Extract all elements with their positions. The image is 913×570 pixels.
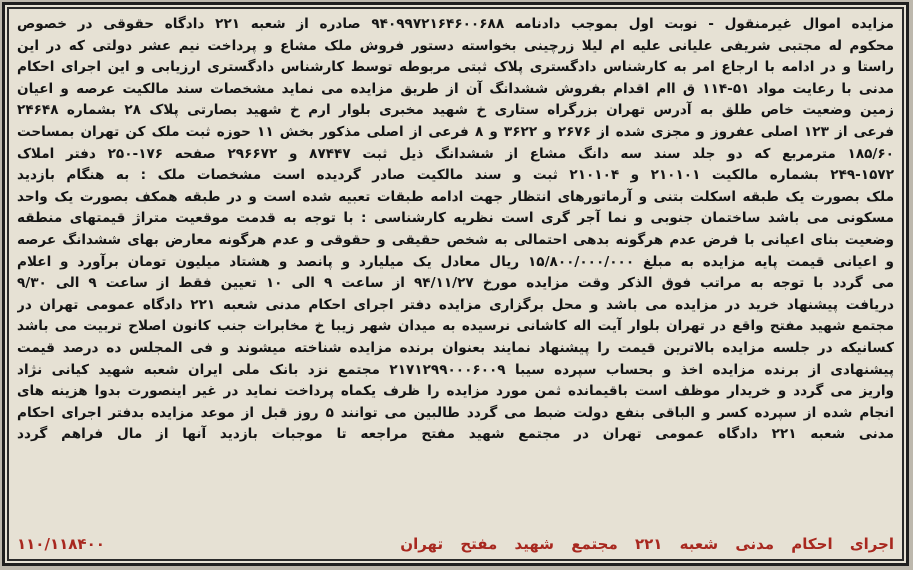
notice-line: و اعیانی قیمت پایه مزایده به مبلغ ۱۵/۸۰۰/۰۰۰/۰۰۰ ریال معادل یک میلیارد و پانصد و هشتاد میلیون تومان برآورد و اعلام	[17, 253, 894, 270]
notice-line: وضعیت بنای اعیانی با فرض عدم هرگونه بدهی احتمالی به شخص حقیقی و حقوقی و عدم هرگونه معارض بهای ششدانگ عرصه	[17, 231, 894, 248]
notice-footer	[17, 533, 894, 555]
notice-line: پیشنهادی از برنده مزایده اخذ و بحساب سپرده سیبا ۲۱۷۱۲۹۹۰۰۰۶۰۰۹ مجتمع نزد بانک ملی ایران شعبه شهید کیانی نژاد	[17, 361, 894, 378]
notice-line: مسکونی می باشد ساختمان جنوبی و نما آجر گری است نظریه کارشناسی : با توجه به قدمت موقعیت متراژ قیمتهای منطقه	[17, 210, 894, 227]
notice-line: مدنی شعبه ۲۲۱ دادگاه عمومی تهران در مجتمع شهید مفتح مراجعه تا موجبات بازدید آنها از مال فراهم گردد	[17, 426, 894, 443]
notice-line: انجام شده از سپرده کسر و الباقی بنفع دولت ضبط می گردد طالبین می توانند ۵ روز قبل از موعد مزایده بدفتر اجرای احکام	[17, 404, 894, 421]
notice-line: ۲۴۹-۱۵۷۲ بشماره مالکیت ۲۱۰۱۰۱ و ۲۱۰۱۰۴ ثبت و سند مالکیت صادر گردیده است مشخصات ملک : به هنگام بازدید	[17, 167, 894, 184]
notice-line: مزایده اموال غیرمنقول - نوبت اول بموجب دادنامه ۹۴۰۹۹۷۲۱۶۴۶۰۰۶۸۸ صادره از شعبه ۲۲۱ دادگاه حقوقی در خصوص	[17, 16, 894, 32]
notice-line: راستا و در ادامه با ارجاع امر به کارشناس دادگستری پلاک ثبتی مربوطه توسط کارشناس دادگستری ارزیابی و این اجرای احکام	[17, 59, 894, 76]
notice-line: محکوم له مجتبی شریفی علیانی علیه ام لیلا زرچینی بخواسته دستور فروش ملک مشاع و پرداخت نیم عشر دولتی که در این	[17, 37, 894, 54]
notice-line: واریز می گردد و خریدار موظف است باقیمانده ثمن مورد مزایده را ظرف یکماه پرداخت نماید در غیر اینصورت بدوا هزینه های	[17, 383, 894, 400]
notice-line: زمین وضعیت خاص طلق به آدرس تهران بزرگراه ستاری خ شهید مخبری بلوار ارم خ شهید بصارتی پلاک ۲۸ بشماره ۲۴۶۴۸	[17, 102, 894, 119]
issuer-signature: اجرای احکام مدنی شعبه ۲۲۱ مجتمع شهید مفتح تهران	[400, 535, 894, 553]
notice-line: ۱۸۵/۶۰ مترمربع که دو جلد سند سه دانگ مشاع از ششدانگ ذیل ثبت ۸۷۴۴۷ و ۲۹۶۶۷۲ صفحه ۱۷۶-۲۵۰ دفتر املاک	[17, 145, 894, 162]
notice-line: کسانیکه در جلسه مزایده بالاترین قیمت را پیشنهاد نمایند بعنوان برنده مزایده شناخته میشوند و فی المجلس ده درصد قیمت	[17, 339, 894, 356]
notice-body	[17, 14, 894, 446]
notice-line: ملک بصورت یک طبقه اسکلت بتنی و آرماتورهای انتظار جهت ادامه طبقات تعبیه شده است و در طبقه همکف بصورت یک واحد	[17, 188, 894, 205]
notice-panel	[2, 2, 909, 566]
notice-line: مدنی با رعایت مواد ۵۱-۱۱۴ ق اام اقدام بفروش ششدانگ آن از طریق مزایده می نماید مشخصات سند مالکیت عرصه و اعیان	[17, 80, 894, 97]
notice-line: مجتمع شهید مفتح واقع در تهران بلوار آیت اله کاشانی نرسیده به میدان شهر زیبا خ مخابرات جنب کانون اصلاح تربیت می باشد	[17, 318, 894, 335]
notice-line: می گردد با توجه به مراتب فوق الذکر وقت مزایده مورخ ۹۴/۱۱/۲۷ از ساعت ۹ الی ۱۰ تعیین فقط از ساعت ۹ الی ۹/۳۰	[17, 275, 894, 292]
notice-reference-code: ۱۱۰/۱۱۸۴۰۰	[17, 535, 105, 553]
notice-line: فرعی از ۱۲۳ اصلی عفروز و مجزی شده از ۲۶۷۶ و ۳۶۲۲ و ۸ فرعی از اصلی مذکور بخش ۱۱ حوزه ثبت ملک کن تهران بمساحت	[17, 123, 894, 140]
notice-line: دریافت پیشنهاد خرید در مزایده می باشد و محل برگزاری مزایده دفتر اجرای احکام مدنی شعبه ۲۲۱ دادگاه عمومی تهران در	[17, 296, 894, 313]
